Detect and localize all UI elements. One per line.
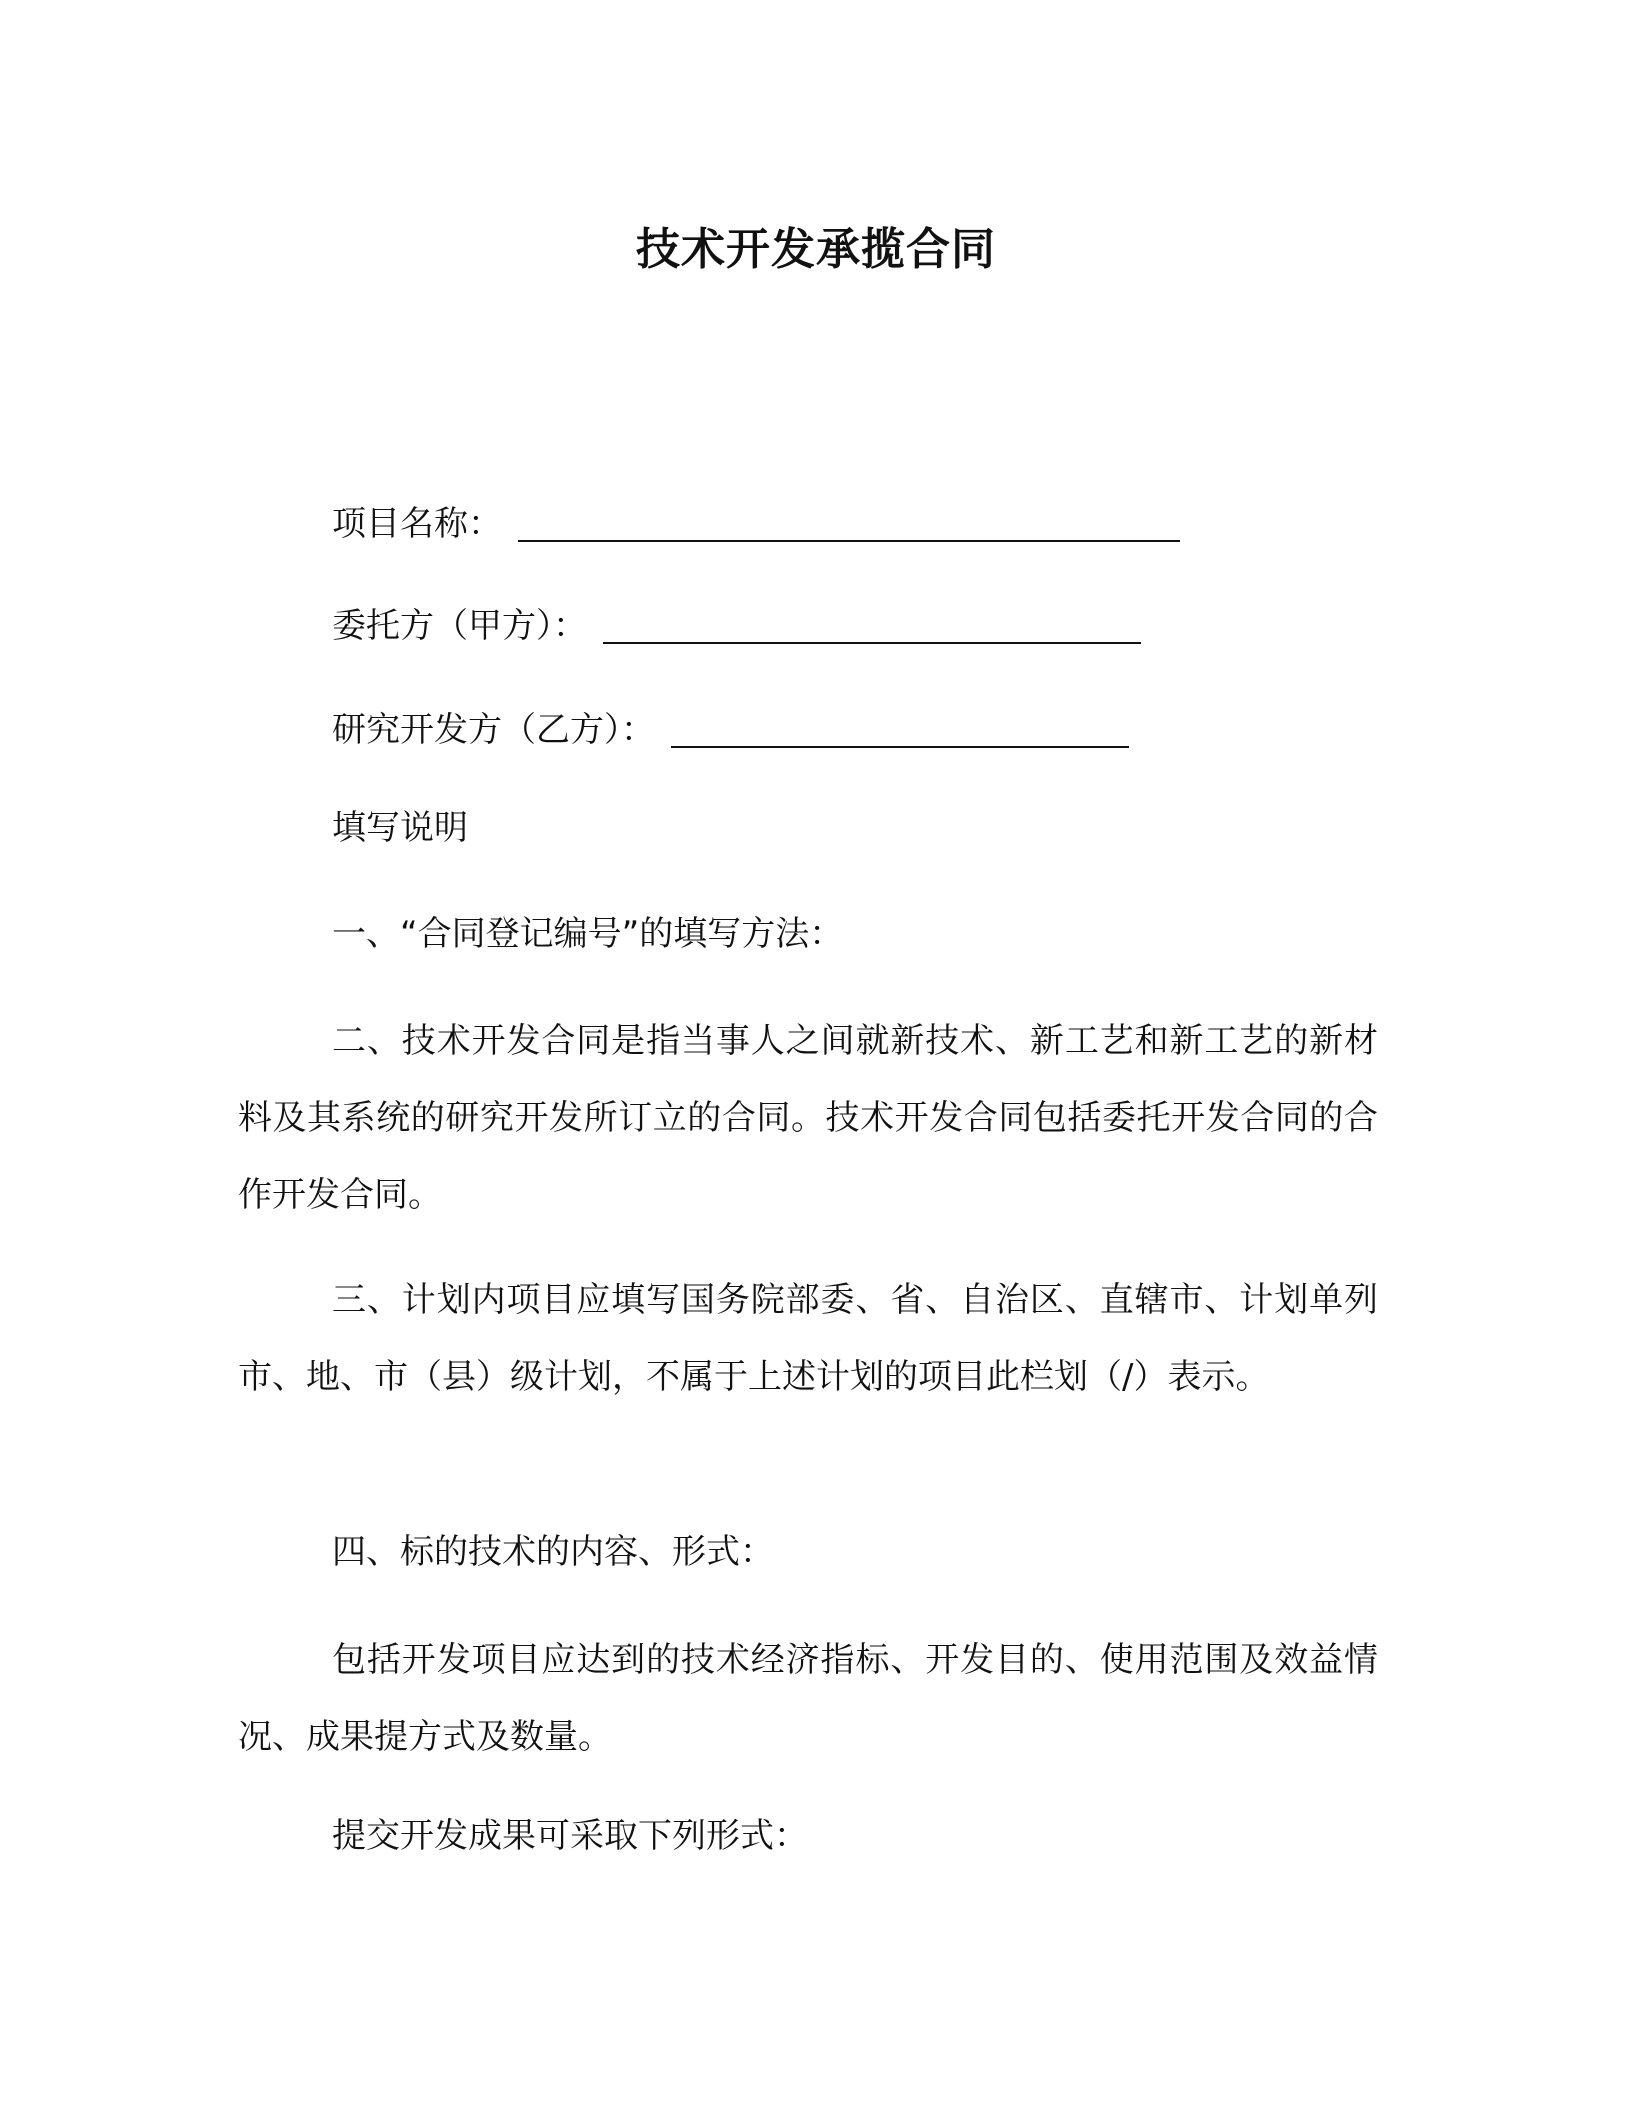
client-party-blank[interactable]: [603, 606, 1141, 644]
project-name-label: 项目名称：: [332, 504, 502, 544]
developer-party-blank[interactable]: [671, 710, 1129, 748]
document-title: 技术开发承揽合同: [636, 224, 996, 275]
client-party-field: [332, 602, 1141, 650]
developer-party-field: [332, 706, 1129, 754]
developer-party-label: 研究开发方（乙方）：: [332, 710, 655, 750]
item-2-paragraph: 二、技术开发合同是指当事人之间就新技术、新工艺和新工艺的新材料及其系统的研究开发所订立的合同。技术开发合同包括委托开发合同的合作开发合同。: [238, 1021, 1378, 1215]
item-4: 四、标的技术的内容、形式：: [332, 1532, 774, 1572]
item-4-detail-paragraph: 包括开发项目应达到的技术经济指标、开发目的、使用范围及效益情况、成果提方式及数量。: [238, 1640, 1378, 1757]
item-3-paragraph: 三、计划内项目应填写国务院部委、省、自治区、直辖市、计划单列市、地、市（县）级计划，不属于上述计划的项目此栏划（/）表示。: [238, 1280, 1378, 1397]
section-heading: 填写说明: [332, 808, 468, 848]
client-party-label: 委托方（甲方）：: [332, 606, 587, 646]
project-name-field: [332, 500, 1180, 548]
project-name-blank[interactable]: [518, 504, 1180, 542]
item-4-forms: 提交开发成果可采取下列形式：: [332, 1816, 808, 1856]
item-1: 一、“合同登记编号”的填写方法：: [332, 914, 844, 954]
